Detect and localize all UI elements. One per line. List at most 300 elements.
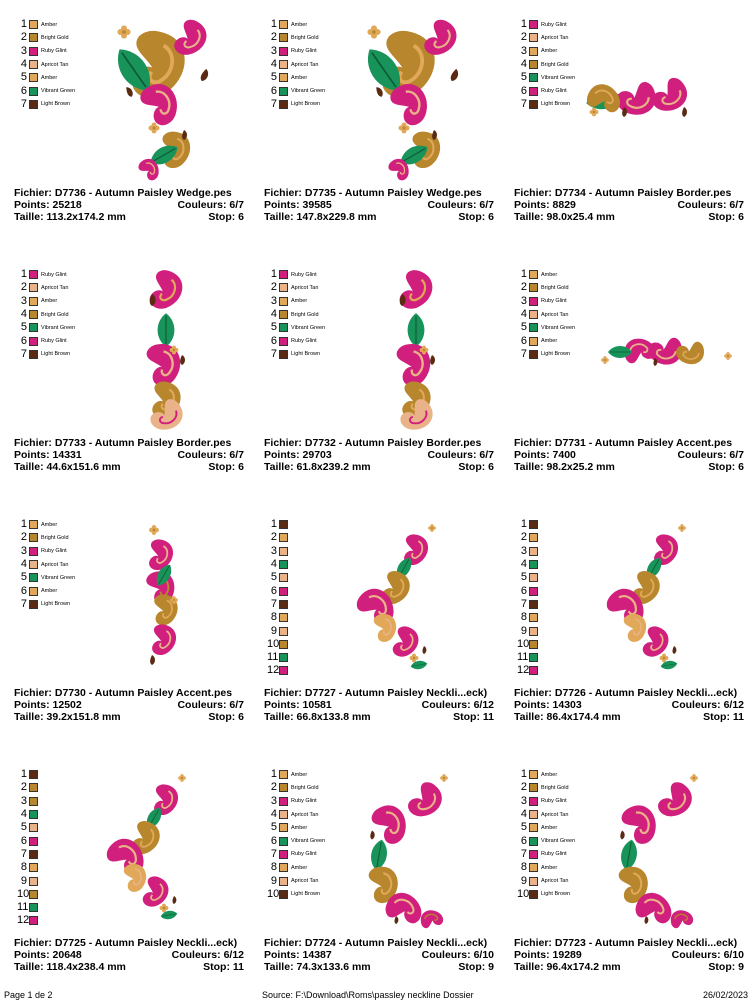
- design-info: [14, 937, 244, 973]
- thread-name: Bright Gold: [41, 34, 69, 41]
- thread-name: Apricot Tan: [41, 61, 69, 68]
- thread-name: Light Brown: [291, 351, 321, 358]
- thread-number: 2: [270, 31, 277, 44]
- size-line: [264, 461, 494, 473]
- colors-label: Couleurs:: [171, 949, 221, 961]
- thread-name: Apricot Tan: [291, 61, 319, 68]
- size-value: 96.4x174.2 mm: [546, 961, 621, 973]
- stop-label: Stop:: [458, 211, 486, 223]
- thread-number: 2: [520, 31, 527, 44]
- file-label: Fichier:: [514, 687, 552, 699]
- thread-name: Apricot Tan: [541, 811, 569, 818]
- size-label: Taille:: [14, 711, 44, 723]
- thread-number: 6: [20, 84, 27, 97]
- file-name: D7723 - Autumn Paisley Neckli...eck): [554, 937, 738, 949]
- design-card: [504, 0, 749, 240]
- thread-number: 4: [20, 558, 27, 571]
- thread-number: 3: [520, 794, 527, 807]
- thread-number: 7: [20, 97, 27, 110]
- points-label: Points:: [264, 449, 300, 461]
- file-label: Fichier:: [14, 687, 52, 699]
- colors-label: Couleurs:: [177, 699, 227, 711]
- thread-number: 9: [270, 874, 277, 887]
- embroidery-preview: [4, 500, 249, 690]
- thread-number: 11: [17, 901, 29, 914]
- file-line: [14, 187, 244, 199]
- design-info: [514, 437, 744, 473]
- thread-name: Vibrant Green: [41, 574, 76, 581]
- points-line: [14, 199, 244, 211]
- file-name: D7725 - Autumn Paisley Neckli...eck): [54, 937, 238, 949]
- file-name: D7726 - Autumn Paisley Neckli...eck): [554, 687, 738, 699]
- thread-number: 5: [270, 71, 277, 84]
- size-label: Taille:: [514, 211, 544, 223]
- thread-number: 7: [270, 847, 277, 860]
- stop-value: 6: [238, 461, 244, 473]
- thread-name: Apricot Tan: [291, 878, 319, 885]
- thread-number: 6: [520, 584, 527, 597]
- size-line: [264, 211, 494, 223]
- design-card: [254, 750, 499, 990]
- thread-number: 3: [270, 294, 277, 307]
- embroidery-preview: [504, 250, 749, 440]
- file-line: [264, 187, 494, 199]
- thread-name: Amber: [291, 298, 308, 305]
- thread-number: 9: [270, 624, 277, 637]
- size-label: Taille:: [514, 461, 544, 473]
- colors-value: 6/7: [479, 449, 494, 461]
- colors-label: Couleurs:: [427, 199, 477, 211]
- embroidery-preview-svg: [254, 0, 499, 185]
- size-label: Taille:: [264, 961, 294, 973]
- thread-name: Light Brown: [291, 891, 321, 898]
- stop-value: 6: [238, 211, 244, 223]
- thread-name: Amber: [541, 771, 558, 778]
- thread-name: Amber: [541, 48, 558, 55]
- design-card: [4, 0, 249, 240]
- points-label: Points:: [14, 949, 50, 961]
- thread-number: 2: [20, 781, 27, 794]
- design-info: [264, 687, 494, 723]
- thread-number: 6: [20, 334, 27, 347]
- thread-number: 8: [20, 861, 27, 874]
- size-value: 147.8x229.8 mm: [296, 211, 377, 223]
- thread-number: 6: [270, 84, 277, 97]
- thread-number: 4: [270, 808, 277, 821]
- thread-number: 2: [520, 281, 527, 294]
- stop-label: Stop:: [708, 961, 736, 973]
- stop-label: Stop:: [708, 211, 736, 223]
- size-label: Taille:: [14, 461, 44, 473]
- points-value: 25218: [52, 199, 82, 211]
- thread-name: Amber: [41, 74, 58, 81]
- design-info: [14, 687, 244, 723]
- colors-value: 6/7: [479, 199, 494, 211]
- thread-name: Light Brown: [291, 101, 321, 108]
- thread-name: Vibrant Green: [291, 324, 326, 331]
- colors-label: Couleurs:: [427, 449, 477, 461]
- colors-label: Couleurs:: [677, 449, 727, 461]
- thread-number: 7: [520, 347, 527, 360]
- design-card: [254, 0, 499, 240]
- embroidery-preview-svg: [254, 500, 499, 685]
- thread-number: 2: [520, 781, 527, 794]
- points-line: [14, 449, 244, 461]
- design-card: [254, 500, 499, 740]
- size-line: [514, 211, 744, 223]
- embroidery-preview: [254, 0, 499, 190]
- thread-name: Amber: [541, 338, 558, 345]
- thread-number: 5: [20, 571, 27, 584]
- thread-number: 7: [520, 847, 527, 860]
- thread-number: 4: [20, 58, 27, 71]
- footer-page: Page 1 de 2: [4, 990, 53, 1000]
- thread-name: Light Brown: [541, 891, 571, 898]
- file-name: D7735 - Autumn Paisley Wedge.pes: [304, 187, 482, 199]
- size-value: 98.2x25.2 mm: [546, 461, 615, 473]
- thread-number: 3: [520, 44, 527, 57]
- file-name: D7733 - Autumn Paisley Border.pes: [54, 437, 232, 449]
- size-value: 118.4x238.4 mm: [46, 961, 126, 973]
- thread-number: 4: [20, 808, 27, 821]
- thread-name: Bright Gold: [541, 61, 569, 68]
- size-value: 39.2x151.8 mm: [46, 711, 121, 723]
- design-info: [514, 687, 744, 723]
- size-value: 98.0x25.4 mm: [546, 211, 615, 223]
- design-info: [514, 937, 744, 973]
- thread-name: Vibrant Green: [541, 324, 576, 331]
- embroidery-preview: [4, 250, 249, 440]
- size-label: Taille:: [14, 961, 44, 973]
- points-label: Points:: [264, 699, 300, 711]
- thread-number: 7: [270, 347, 277, 360]
- points-value: 19289: [552, 949, 582, 961]
- stop-label: Stop:: [203, 961, 230, 973]
- embroidery-preview: [4, 750, 249, 940]
- thread-number: 8: [270, 611, 277, 624]
- thread-number: 6: [20, 584, 27, 597]
- thread-number: 2: [20, 531, 27, 544]
- size-label: Taille:: [514, 961, 544, 973]
- points-label: Points:: [514, 949, 550, 961]
- design-info: [514, 187, 744, 223]
- size-value: 86.4x174.4 mm: [546, 711, 621, 723]
- colors-label: Couleurs:: [671, 949, 721, 961]
- points-line: [264, 699, 494, 711]
- colors-label: Couleurs:: [671, 699, 721, 711]
- design-card: [4, 500, 249, 740]
- colors-value: 6/12: [223, 949, 244, 961]
- thread-number: 6: [270, 584, 277, 597]
- file-name: D7734 - Autumn Paisley Border.pes: [554, 187, 732, 199]
- thread-name: Vibrant Green: [541, 74, 576, 81]
- thread-number: 2: [270, 281, 277, 294]
- thread-name: Vibrant Green: [41, 88, 76, 95]
- thread-number: 7: [20, 847, 27, 860]
- thread-name: Bright Gold: [541, 284, 569, 291]
- thread-number: 1: [520, 518, 527, 531]
- colors-label: Couleurs:: [677, 199, 727, 211]
- points-line: [514, 199, 744, 211]
- points-line: [514, 699, 744, 711]
- thread-number: 12: [267, 664, 280, 677]
- thread-name: Light Brown: [541, 351, 571, 358]
- thread-number: 3: [270, 44, 277, 57]
- thread-name: Vibrant Green: [291, 838, 326, 845]
- points-label: Points:: [514, 699, 550, 711]
- points-label: Points:: [514, 199, 550, 211]
- thread-name: Amber: [41, 588, 58, 595]
- colors-label: Couleurs:: [177, 199, 227, 211]
- points-label: Points:: [514, 449, 550, 461]
- colors-value: 6/12: [473, 699, 494, 711]
- points-line: [264, 199, 494, 211]
- thread-name: Ruby Glint: [41, 548, 67, 555]
- size-value: 44.6x151.6 mm: [46, 461, 121, 473]
- thread-name: Amber: [541, 271, 558, 278]
- size-value: 66.8x133.8 mm: [296, 711, 371, 723]
- size-line: [14, 211, 244, 223]
- size-label: Taille:: [14, 211, 44, 223]
- thread-number: 5: [20, 321, 27, 334]
- thread-number: 11: [267, 651, 279, 664]
- thread-number: 4: [270, 58, 277, 71]
- points-value: 14387: [302, 949, 332, 961]
- points-line: [264, 449, 494, 461]
- embroidery-preview: [254, 500, 499, 690]
- thread-number: 5: [20, 71, 27, 84]
- thread-name: Ruby Glint: [541, 798, 567, 805]
- points-value: 39585: [302, 199, 332, 211]
- thread-name: Ruby Glint: [291, 48, 317, 55]
- thread-number: 10: [17, 887, 30, 900]
- points-label: Points:: [14, 699, 50, 711]
- size-line: [514, 711, 744, 723]
- colors-value: 6/10: [473, 949, 494, 961]
- points-line: [514, 449, 744, 461]
- size-value: 74.3x133.6 mm: [296, 961, 371, 973]
- file-label: Fichier:: [264, 687, 302, 699]
- thread-name: Apricot Tan: [541, 878, 569, 885]
- thread-number: 6: [270, 334, 277, 347]
- stop-value: 6: [488, 211, 494, 223]
- thread-number: 1: [270, 268, 277, 281]
- thread-number: 1: [20, 18, 27, 31]
- thread-name: Amber: [541, 824, 558, 831]
- file-line: [264, 437, 494, 449]
- thread-number: 10: [517, 887, 530, 900]
- thread-name: Amber: [41, 298, 58, 305]
- colors-value: 6/7: [729, 449, 744, 461]
- thread-number: 6: [520, 834, 527, 847]
- embroidery-preview: [254, 250, 499, 440]
- thread-number: 8: [520, 861, 527, 874]
- size-line: [14, 461, 244, 473]
- embroidery-preview-svg: [254, 750, 499, 935]
- thread-name: Ruby Glint: [291, 271, 317, 278]
- points-value: 7400: [552, 449, 576, 461]
- design-card: [4, 250, 249, 490]
- points-label: Points:: [264, 199, 300, 211]
- footer-date: 26/02/2023: [703, 990, 749, 1000]
- points-value: 14303: [552, 699, 582, 711]
- file-line: [14, 937, 244, 949]
- embroidery-preview-svg: [254, 250, 499, 435]
- size-label: Taille:: [264, 211, 294, 223]
- thread-name: Bright Gold: [41, 311, 69, 318]
- size-label: Taille:: [264, 711, 294, 723]
- thread-number: 3: [520, 544, 527, 557]
- thread-name: Bright Gold: [41, 534, 69, 541]
- stop-value: 11: [482, 711, 494, 723]
- thread-name: Apricot Tan: [291, 811, 319, 818]
- thread-name: Ruby Glint: [41, 338, 67, 345]
- thread-name: Apricot Tan: [41, 561, 69, 568]
- thread-number: 3: [20, 544, 27, 557]
- size-line: [14, 711, 244, 723]
- thread-number: 10: [267, 637, 280, 650]
- thread-name: Bright Gold: [541, 784, 569, 791]
- thread-number: 6: [270, 834, 277, 847]
- thread-number: 7: [520, 97, 527, 110]
- file-line: [514, 937, 744, 949]
- file-name: D7731 - Autumn Paisley Accent.pes: [554, 437, 733, 449]
- colors-value: 6/12: [723, 699, 744, 711]
- thread-name: Vibrant Green: [541, 838, 576, 845]
- thread-number: 9: [520, 624, 527, 637]
- embroidery-preview: [504, 0, 749, 190]
- thread-number: 5: [270, 571, 277, 584]
- thread-number: 1: [20, 768, 27, 781]
- thread-number: 7: [520, 597, 527, 610]
- points-line: [14, 949, 244, 961]
- thread-number: 7: [270, 97, 277, 110]
- thread-number: 1: [270, 518, 277, 531]
- thread-number: 3: [20, 44, 27, 57]
- design-card: [504, 500, 749, 740]
- thread-number: 5: [270, 321, 277, 334]
- points-line: [264, 949, 494, 961]
- thread-number: 2: [20, 281, 27, 294]
- points-value: 20648: [52, 949, 82, 961]
- thread-name: Ruby Glint: [541, 851, 567, 858]
- embroidery-preview: [254, 750, 499, 940]
- file-line: [14, 687, 244, 699]
- file-line: [264, 937, 494, 949]
- points-value: 29703: [302, 449, 332, 461]
- design-info: [264, 937, 494, 973]
- size-line: [264, 961, 494, 973]
- thread-name: Ruby Glint: [541, 298, 567, 305]
- thread-name: Apricot Tan: [41, 284, 69, 291]
- design-info: [14, 187, 244, 223]
- embroidery-preview: [504, 500, 749, 690]
- thread-name: Apricot Tan: [541, 311, 569, 318]
- thread-number: 1: [20, 518, 27, 531]
- embroidery-preview-svg: [504, 750, 749, 935]
- thread-name: Apricot Tan: [541, 34, 569, 41]
- design-info: [264, 187, 494, 223]
- thread-number: 3: [20, 294, 27, 307]
- file-name: D7730 - Autumn Paisley Accent.pes: [54, 687, 233, 699]
- file-label: Fichier:: [514, 437, 552, 449]
- colors-value: 6/7: [229, 449, 244, 461]
- thread-number: 2: [270, 781, 277, 794]
- stop-label: Stop:: [453, 711, 480, 723]
- size-line: [264, 711, 494, 723]
- colors-label: Couleurs:: [421, 949, 471, 961]
- file-line: [514, 687, 744, 699]
- thread-number: 5: [20, 821, 27, 834]
- thread-number: 1: [20, 268, 27, 281]
- stop-label: Stop:: [708, 461, 736, 473]
- size-label: Taille:: [264, 461, 294, 473]
- thread-number: 8: [270, 861, 277, 874]
- thread-name: Light Brown: [541, 101, 571, 108]
- footer-source: Source: F:\Download\Roms\passley neckline Dossier: [262, 990, 474, 1000]
- file-line: [264, 687, 494, 699]
- thread-name: Amber: [291, 864, 308, 871]
- thread-name: Ruby Glint: [291, 851, 317, 858]
- file-line: [14, 437, 244, 449]
- thread-number: 7: [20, 597, 27, 610]
- stop-label: Stop:: [458, 461, 486, 473]
- thread-number: 4: [520, 308, 527, 321]
- thread-name: Ruby Glint: [541, 88, 567, 95]
- thread-number: 8: [520, 611, 527, 624]
- stop-value: 6: [738, 211, 744, 223]
- points-value: 10581: [302, 699, 332, 711]
- thread-name: Apricot Tan: [291, 284, 319, 291]
- file-label: Fichier:: [14, 437, 52, 449]
- points-label: Points:: [14, 199, 50, 211]
- thread-name: Amber: [291, 824, 308, 831]
- thread-name: Light Brown: [41, 601, 71, 608]
- design-card: [4, 750, 249, 990]
- file-label: Fichier:: [264, 937, 302, 949]
- thread-number: 11: [517, 651, 529, 664]
- file-label: Fichier:: [264, 437, 302, 449]
- thread-name: Amber: [291, 74, 308, 81]
- colors-value: 6/7: [229, 199, 244, 211]
- thread-number: 5: [520, 321, 527, 334]
- embroidery-preview-svg: [4, 250, 249, 435]
- thread-number: 1: [270, 768, 277, 781]
- points-value: 8829: [552, 199, 576, 211]
- thread-name: Ruby Glint: [41, 271, 67, 278]
- stop-label: Stop:: [208, 211, 236, 223]
- thread-name: Vibrant Green: [41, 324, 76, 331]
- embroidery-preview-svg: [4, 750, 249, 935]
- design-info: [264, 437, 494, 473]
- stop-value: 6: [488, 461, 494, 473]
- stop-label: Stop:: [458, 961, 486, 973]
- embroidery-preview-svg: [504, 250, 749, 435]
- points-line: [514, 949, 744, 961]
- thread-number: 6: [20, 834, 27, 847]
- thread-number: 12: [17, 914, 30, 927]
- colors-value: 6/7: [729, 199, 744, 211]
- thread-number: 4: [270, 558, 277, 571]
- thread-number: 2: [20, 31, 27, 44]
- file-line: [514, 187, 744, 199]
- thread-number: 9: [20, 874, 27, 887]
- colors-label: Couleurs:: [421, 699, 471, 711]
- file-line: [514, 437, 744, 449]
- thread-number: 10: [517, 637, 530, 650]
- size-line: [514, 961, 744, 973]
- embroidery-preview-svg: [4, 500, 249, 685]
